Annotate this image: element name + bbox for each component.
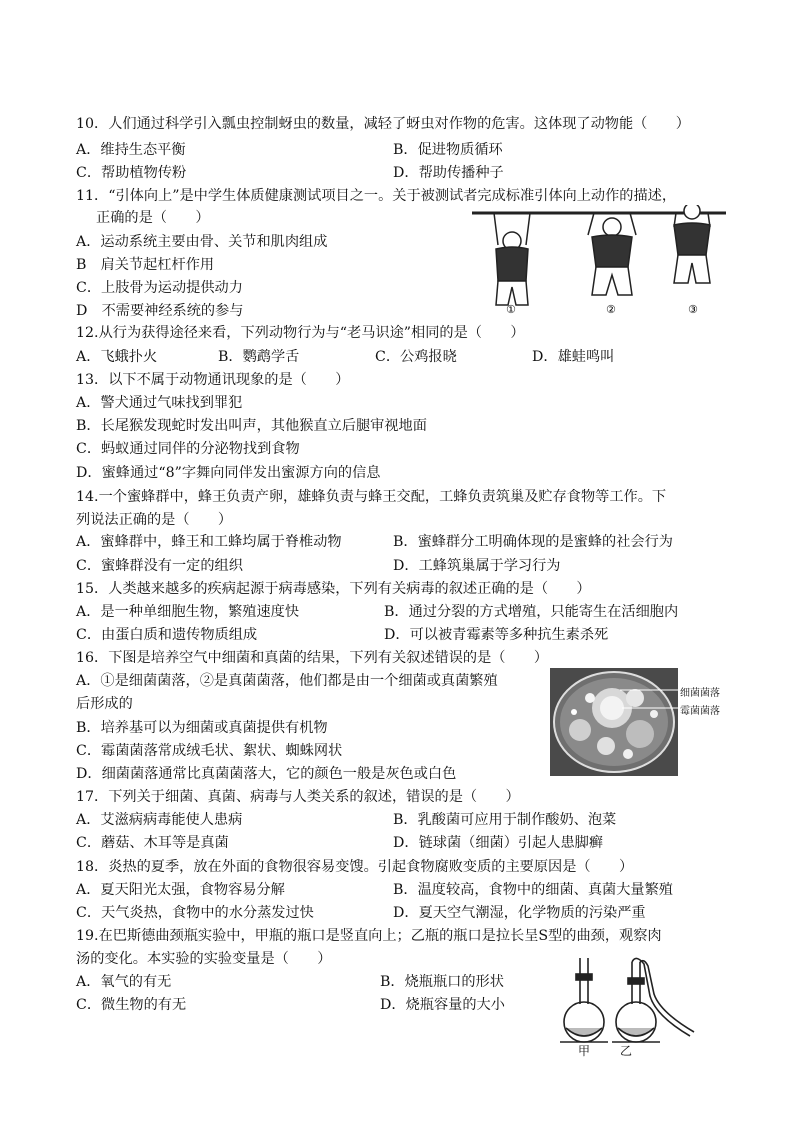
q14-option-d: D．工蜂筑巢属于学习行为 (393, 558, 561, 574)
q17-option-d: D．链球菌（细菌）引起人患脚癣 (393, 835, 604, 851)
q15-option-a: A．是一种单细胞生物，繁殖速度快 (76, 604, 300, 620)
q14-option-a: A．蜜蜂群中，蜂王和工蜂均属于脊椎动物 (76, 534, 342, 550)
q13-option-a: A．警犬通过气味找到罪犯 (76, 395, 243, 411)
q14-option-b: B．蜜蜂群分工明确体现的是蜜蜂的社会行为 (393, 534, 673, 550)
q19-option-c: C．微生物的有无 (76, 997, 187, 1013)
q14-option-c: C．蜜蜂群没有一定的组织 (76, 558, 243, 574)
q18-option-d: D．夏天空气潮湿，化学物质的污染严重 (393, 905, 646, 921)
bacteria-colony-label: 细菌菌落 (680, 688, 720, 699)
q13-stem: 13．以下不属于动物通讯现象的是（ ） (76, 372, 350, 388)
flask-figure (550, 956, 702, 1054)
q10-option-c: C．帮助植物传粉 (76, 165, 187, 181)
q15-option-b: B．通过分裂的方式增殖，只能寄生在活细胞内 (384, 604, 679, 620)
q16-option-a-line1: A．①是细菌菌落，②是真菌菌落，他们都是由一个细菌或真菌繁殖 (76, 673, 498, 689)
q11-option-c: C．上肢骨为运动提供动力 (76, 280, 243, 296)
q18-option-b: B．温度较高，食物中的细菌、真菌大量繁殖 (393, 882, 673, 898)
q14-stem-line2: 列说法正确的是（ ） (76, 512, 233, 528)
q16-option-a-line2: 后形成的 (76, 696, 133, 712)
mold-colony-label: 霉菌菌落 (680, 706, 720, 717)
figure-label-1: ① (506, 303, 516, 316)
q19-stem-line2: 汤的变化。本实验的实验变量是（ ） (76, 951, 332, 967)
flask-label-jia: 甲 (578, 1044, 591, 1058)
q12-option-c: C．公鸡报晓 (375, 349, 457, 365)
q16-option-c: C．霉菌菌落常成绒毛状、絮状、蜘蛛网状 (76, 743, 343, 759)
q10-option-d: D．帮助传播种子 (393, 165, 504, 181)
q19-option-d: D．烧瓶容量的大小 (380, 997, 505, 1013)
q11-option-a: A．运动系统主要由骨、关节和肌肉组成 (76, 234, 328, 250)
q14-stem-line1: 14.一个蜜蜂群中，蜂王负责产卵，雄蜂负责与蜂王交配，工蜂负责筑巢及贮存食物等工作。下 (76, 489, 667, 505)
q12-option-a: A．飞蛾扑火 (76, 349, 158, 365)
q17-option-b: B．乳酸菌可应用于制作酸奶、泡菜 (393, 812, 617, 828)
q16-option-d: D．细菌菌落通常比真菌菌落大，它的颜色一般是灰色或白色 (76, 766, 457, 782)
q18-option-c: C．天气炎热，食物中的水分蒸发过快 (76, 905, 314, 921)
q10-stem: 10．人们通过科学引入瓢虫控制蚜虫的数量，减轻了蚜虫对作物的危害。这体现了动物能（ ） (76, 116, 690, 132)
pull-up-figure (470, 205, 728, 317)
q15-option-c: C．由蛋白质和遗传物质组成 (76, 627, 258, 643)
q17-option-c: C．蘑菇、木耳等是真菌 (76, 835, 229, 851)
q16-option-b: B．培养基可以为细菌或真菌提供有机物 (76, 720, 328, 736)
q12-stem: 12.从行为获得途径来看，下列动物行为与“老马识途”相同的是（ ） (76, 325, 525, 341)
q10-option-a: A．维持生态平衡 (76, 142, 186, 158)
q11-option-d: D 不需要神经系统的参与 (76, 303, 244, 319)
figure-label-3: ③ (688, 303, 698, 316)
q17-stem: 17．下列关于细菌、真菌、病毒与人类关系的叙述，错误的是（ ） (76, 789, 520, 805)
q17-option-a: A．艾滋病病毒能使人患病 (76, 812, 243, 828)
q18-option-a: A．夏天阳光太强，食物容易分解 (76, 882, 285, 898)
q11-option-b: B 肩关节起杠杆作用 (76, 257, 215, 273)
figure-label-2: ② (606, 303, 616, 316)
q12-option-b: B．鹦鹉学舌 (218, 349, 300, 365)
q19-option-b: B．烧瓶瓶口的形状 (380, 974, 504, 990)
q15-option-d: D．可以被青霉素等多种抗生素杀死 (384, 627, 609, 643)
q19-option-a: A．氧气的有无 (76, 974, 172, 990)
q10-option-b: B．促进物质循环 (393, 142, 503, 158)
petri-dish-figure (550, 668, 678, 776)
q13-option-d: D．蜜蜂通过“8”字舞向同伴发出蜜源方向的信息 (76, 465, 381, 481)
q13-option-c: C．蚂蚁通过同伴的分泌物找到食物 (76, 441, 300, 457)
q18-stem: 18．炎热的夏季，放在外面的食物很容易变馊。引起食物腐败变质的主要原因是（ ） (76, 859, 634, 875)
q13-option-b: B．长尾猴发现蛇时发出叫声，其他猴直立后腿审视地面 (76, 418, 427, 434)
q19-stem-line1: 19.在巴斯德曲颈瓶实验中，甲瓶的瓶口是竖直向上；乙瓶的瓶口是拉长呈S型的曲颈，观察肉 (76, 928, 662, 944)
q12-option-d: D．雄蛙鸣叫 (532, 349, 615, 365)
q11-stem-line1: 11．“引体向上”是中学生体质健康测试项目之一。关于被测试者完成标准引体向上动作的描述， (76, 188, 677, 204)
flask-label-yi: 乙 (620, 1044, 633, 1058)
q15-stem: 15．人类越来越多的疾病起源于病毒感染，下列有关病毒的叙述正确的是（ ） (76, 581, 591, 597)
q16-stem: 16．下图是培养空气中细菌和真菌的结果，下列有关叙述错误的是（ ） (76, 650, 549, 666)
q11-stem-line2: 正确的是（ ） (96, 210, 210, 226)
